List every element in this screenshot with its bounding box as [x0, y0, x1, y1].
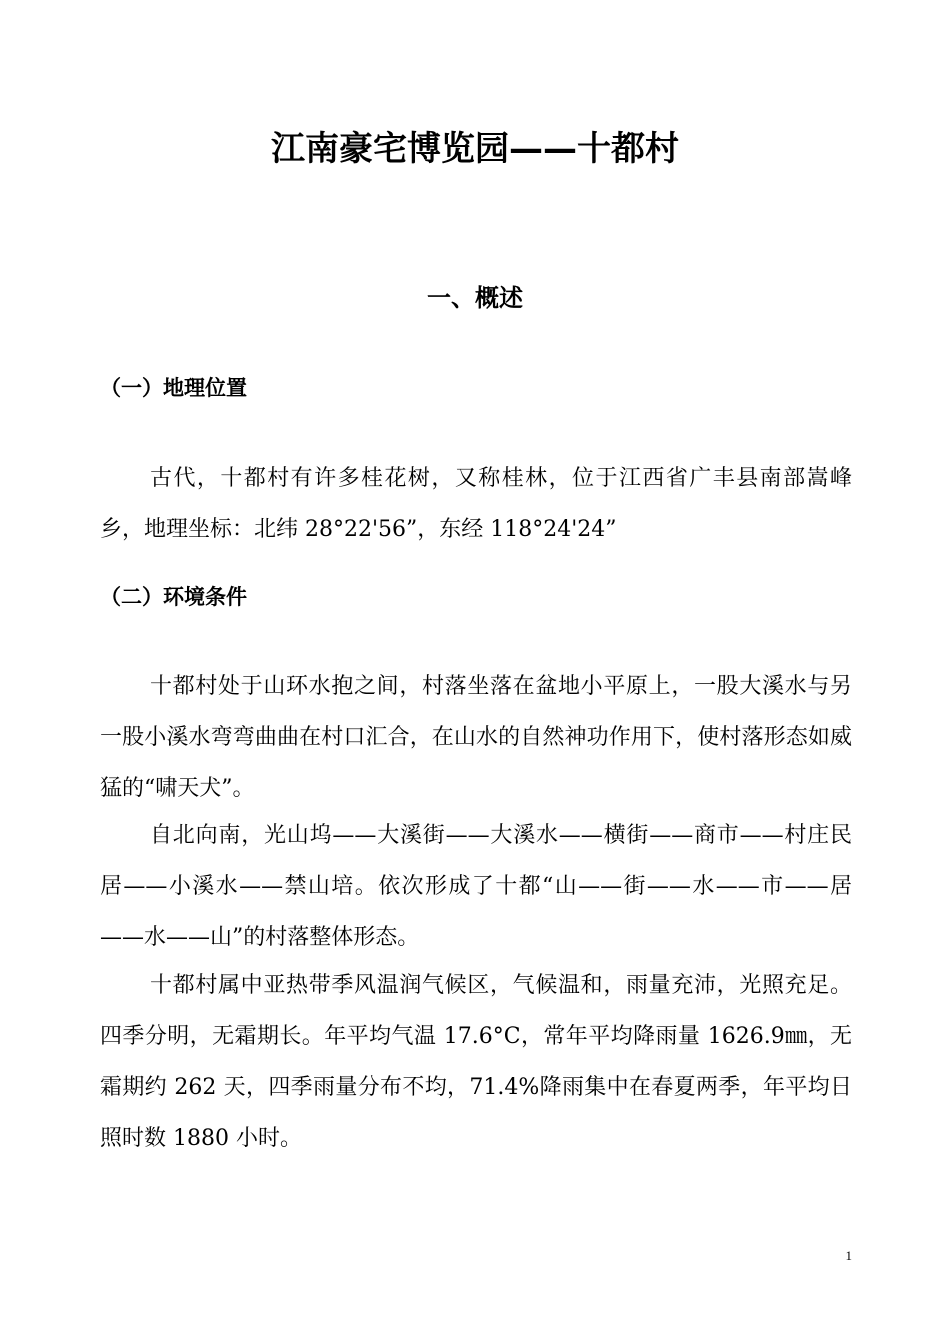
page-number: 1: [845, 1248, 852, 1263]
paragraph-location: 古代，十都村有许多桂花树，又称桂林，位于江西省广丰县南部嵩峰乡，地理坐标：北纬 28°22'56”，东经 118°24'24”: [100, 466, 852, 542]
document-title: 江南豪宅博览园——十都村: [271, 129, 679, 169]
section-heading-overview: 一、概述: [427, 284, 523, 312]
paragraph-environment-terrain: 十都村处于山环水抱之间，村落坐落在盆地小平原上，一股大溪水与另一股小溪水弯弯曲曲在村口汇合，在山水的自然神功作用下，使村落形态如威猛的“啸天犬”。: [100, 674, 852, 801]
paragraph-environment-layout: 自北向南，光山坞——大溪街——大溪水——横街——商市——村庄民居——小溪水——禁山培。依次形成了十都“山——街——水——市——居——水——山”的村落整体形态。: [100, 823, 852, 950]
subsection-heading-environment: （二）环境条件: [100, 585, 247, 609]
paragraph-environment-climate: 十都村属中亚热带季风温润气候区，气候温和，雨量充沛，光照充足。四季分明，无霜期长。年平均气温 17.6°C，常年平均降雨量 1626.9㎜，无霜期约 262 天，四季雨量分布不均，71.4%降雨集中在春夏两季，年平均日照时数 1880 小时。: [100, 973, 852, 1151]
subsection-heading-location: （一）地理位置: [100, 376, 247, 400]
